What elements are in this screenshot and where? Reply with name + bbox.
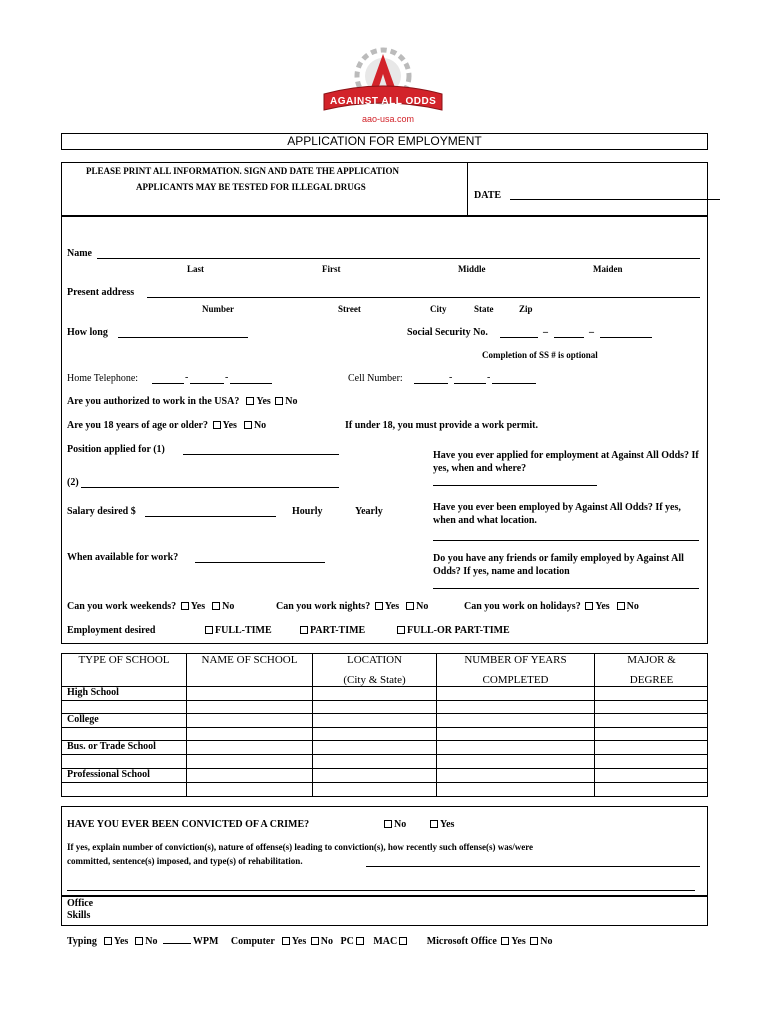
phone-separator: -	[487, 372, 491, 383]
crime-explain-field-2[interactable]	[67, 890, 695, 891]
authorized-yes-checkbox[interactable]	[246, 397, 254, 405]
company-logo	[318, 44, 448, 126]
nights-row	[276, 601, 428, 612]
address-part-city: City	[430, 304, 447, 314]
applied-before-question: Have you ever applied for employment at Against All Odds? If yes, when and where?	[433, 450, 699, 474]
no-label: No	[145, 936, 158, 947]
microsoft-office-label: Microsoft Office	[426, 936, 497, 947]
full-or-part-option[interactable]	[395, 625, 510, 636]
instruction-line-2: APPLICANTS MAY BE TESTED FOR ILLEGAL DRUGS	[136, 182, 366, 192]
available-label: When available for work?	[67, 552, 179, 563]
hourly-label[interactable]: Hourly	[292, 506, 323, 517]
no-label: No	[394, 819, 407, 830]
nights-no-checkbox[interactable]	[406, 602, 414, 610]
cell-field-1[interactable]	[414, 383, 448, 384]
position-2-label: (2)	[67, 477, 79, 488]
no-label: No	[540, 936, 553, 947]
holidays-yes-checkbox[interactable]	[585, 602, 593, 610]
computer-no-checkbox[interactable]	[311, 937, 319, 945]
crime-no-option[interactable]	[382, 819, 406, 830]
office-skills-label-2: Skills	[67, 910, 91, 921]
nights-label: Can you work nights?	[276, 601, 371, 612]
part-time-checkbox[interactable]	[300, 626, 308, 634]
age-no-checkbox[interactable]	[244, 421, 252, 429]
how-long-label: How long	[67, 327, 108, 338]
yes-label: Yes	[190, 601, 206, 612]
instruction-line-1: PLEASE PRINT ALL INFORMATION. SIGN AND DATE THE APPLICATION	[86, 166, 399, 176]
phone-separator: -	[225, 372, 229, 383]
header-years-sub: COMPLETED	[482, 674, 549, 686]
no-label: No	[285, 396, 298, 407]
how-long-field[interactable]	[118, 337, 248, 338]
home-phone-label: Home Telephone:	[67, 373, 139, 384]
no-label: No	[222, 601, 235, 612]
wpm-label: WPM	[192, 936, 219, 947]
ssn-field-1[interactable]	[500, 337, 538, 338]
header-major: MAJOR &	[627, 654, 676, 666]
name-part-last: Last	[187, 264, 205, 274]
cell-field-2[interactable]	[454, 383, 486, 384]
holidays-row	[464, 601, 639, 612]
ssn-separator: –	[543, 327, 548, 338]
yes-label: Yes	[595, 601, 610, 612]
age-row	[67, 420, 266, 431]
full-time-label: FULL-TIME	[215, 625, 272, 636]
computer-label: Computer	[230, 936, 275, 947]
crime-explain: If yes, explain number of conviction(s), nature of offense(s) leading to conviction(s), how recently such offense(s) was/were	[67, 842, 534, 852]
logo-url: aao-usa.com	[362, 114, 415, 124]
holidays-no-checkbox[interactable]	[617, 602, 625, 610]
crime-explain-field[interactable]	[366, 866, 700, 867]
part-time-option[interactable]	[298, 625, 365, 636]
address-part-state: State	[474, 304, 494, 314]
employed-before-field[interactable]	[433, 540, 699, 541]
header-years: NUMBER OF YEARS	[464, 654, 567, 666]
typing-no-checkbox[interactable]	[135, 937, 143, 945]
ssn-field-3[interactable]	[600, 337, 652, 338]
salary-field[interactable]	[145, 516, 276, 517]
logo-brand-text: AGAINST ALL ODDS	[330, 96, 437, 107]
name-part-maiden: Maiden	[593, 264, 623, 274]
nights-yes-checkbox[interactable]	[375, 602, 383, 610]
permit-note: If under 18, you must provide a work permit.	[345, 420, 538, 431]
no-label: No	[320, 936, 333, 947]
address-field[interactable]	[147, 297, 700, 298]
row-trade-school: Bus. or Trade School	[67, 741, 156, 752]
wpm-field[interactable]	[163, 943, 191, 944]
office-yes-checkbox[interactable]	[501, 937, 509, 945]
name-part-middle: Middle	[458, 264, 486, 274]
available-field[interactable]	[195, 562, 325, 563]
home-phone-field-2[interactable]	[190, 383, 224, 384]
salary-label: Salary desired $	[67, 506, 136, 517]
ssn-field-2[interactable]	[554, 337, 584, 338]
address-label: Present address	[67, 287, 135, 298]
address-part-number: Number	[202, 304, 234, 314]
typing-yes-checkbox[interactable]	[104, 937, 112, 945]
office-skills-label-1: Office	[67, 898, 94, 909]
no-label: No	[416, 601, 429, 612]
weekends-yes-checkbox[interactable]	[181, 602, 189, 610]
yes-label: Yes	[440, 819, 455, 830]
row-professional-school: Professional School	[67, 769, 150, 780]
applied-before-field[interactable]	[433, 485, 597, 486]
ssn-separator: –	[589, 327, 594, 338]
yes-label: Yes	[222, 420, 237, 431]
office-no-checkbox[interactable]	[530, 937, 538, 945]
holidays-label: Can you work on holidays?	[464, 601, 581, 612]
yes-label: Yes	[511, 936, 526, 947]
yearly-label[interactable]: Yearly	[355, 506, 383, 517]
age-label: Are you 18 years of age or older?	[67, 420, 208, 431]
yes-label: Yes	[291, 936, 307, 947]
row-high-school: High School	[67, 687, 119, 698]
pc-checkbox[interactable]	[356, 937, 364, 945]
authorized-label: Are you authorized to work in the USA?	[67, 396, 240, 407]
date-field[interactable]	[510, 199, 720, 200]
computer-yes-checkbox[interactable]	[282, 937, 290, 945]
phone-separator: -	[185, 372, 189, 383]
weekends-label: Can you work weekends?	[67, 601, 177, 612]
date-label: DATE	[474, 190, 502, 201]
mac-checkbox[interactable]	[399, 937, 407, 945]
full-time-option[interactable]	[203, 625, 272, 636]
home-phone-field-1[interactable]	[152, 383, 184, 384]
position-1-field[interactable]	[183, 454, 339, 455]
page-title: APPLICATION FOR EMPLOYMENT	[287, 134, 482, 148]
yes-label: Yes	[256, 396, 271, 407]
address-part-street: Street	[338, 304, 361, 314]
crime-no-checkbox[interactable]	[384, 820, 392, 828]
mac-label: MAC	[373, 936, 398, 947]
yes-label: Yes	[384, 601, 400, 612]
position-label: Position applied for (1)	[67, 444, 165, 455]
header-major-sub: DEGREE	[629, 674, 674, 686]
row-college: College	[67, 714, 99, 725]
authorized-no-checkbox[interactable]	[275, 397, 283, 405]
cell-field-3[interactable]	[492, 383, 536, 384]
part-time-label: PART-TIME	[310, 625, 366, 636]
header-type-of-school: TYPE OF SCHOOL	[78, 654, 170, 666]
phone-separator: -	[449, 372, 453, 383]
availability-row	[67, 601, 234, 612]
friends-field[interactable]	[433, 588, 699, 589]
home-phone-field-3[interactable]	[230, 383, 272, 384]
typing-label: Typing	[67, 936, 97, 947]
crime-yes-option[interactable]	[428, 819, 454, 830]
crime-question: HAVE YOU EVER BEEN CONVICTED OF A CRIME?	[67, 819, 310, 830]
full-time-checkbox[interactable]	[205, 626, 213, 634]
full-or-part-label: FULL-OR PART-TIME	[407, 625, 510, 636]
pc-label: PC	[340, 936, 354, 947]
cell-label: Cell Number:	[348, 373, 403, 384]
position-2-field[interactable]	[81, 487, 339, 488]
age-yes-checkbox[interactable]	[213, 421, 221, 429]
crime-explain-2: committed, sentence(s) imposed, and type(s) of rehabilitation.	[67, 856, 303, 866]
ssn-label: Social Security No.	[407, 327, 488, 338]
friends-question: Do you have any friends or family employed by Against All Odds? If yes, name and location	[433, 553, 684, 577]
address-part-zip: Zip	[519, 304, 533, 314]
employment-desired-label: Employment desired	[67, 625, 156, 636]
no-label: No	[253, 420, 267, 431]
full-or-part-checkbox[interactable]	[397, 626, 405, 634]
weekends-no-checkbox[interactable]	[212, 602, 220, 610]
authorized-row	[67, 396, 298, 407]
yes-label: Yes	[113, 936, 129, 947]
skills-row	[67, 936, 552, 947]
header-name-of-school: NAME OF SCHOOL	[201, 654, 298, 666]
name-field[interactable]	[97, 258, 700, 259]
office-skills-box	[61, 896, 708, 926]
header-location: LOCATION	[347, 654, 402, 666]
crime-yes-checkbox[interactable]	[430, 820, 438, 828]
ssn-note: Completion of SS # is optional	[482, 350, 598, 360]
name-part-first: First	[322, 264, 341, 274]
name-label: Name	[67, 248, 92, 259]
employed-before-question: Have you ever been employed by Against All Odds? If yes, when and what location.	[433, 502, 681, 526]
no-label: No	[626, 601, 639, 612]
header-location-sub: (City & State)	[343, 674, 406, 686]
